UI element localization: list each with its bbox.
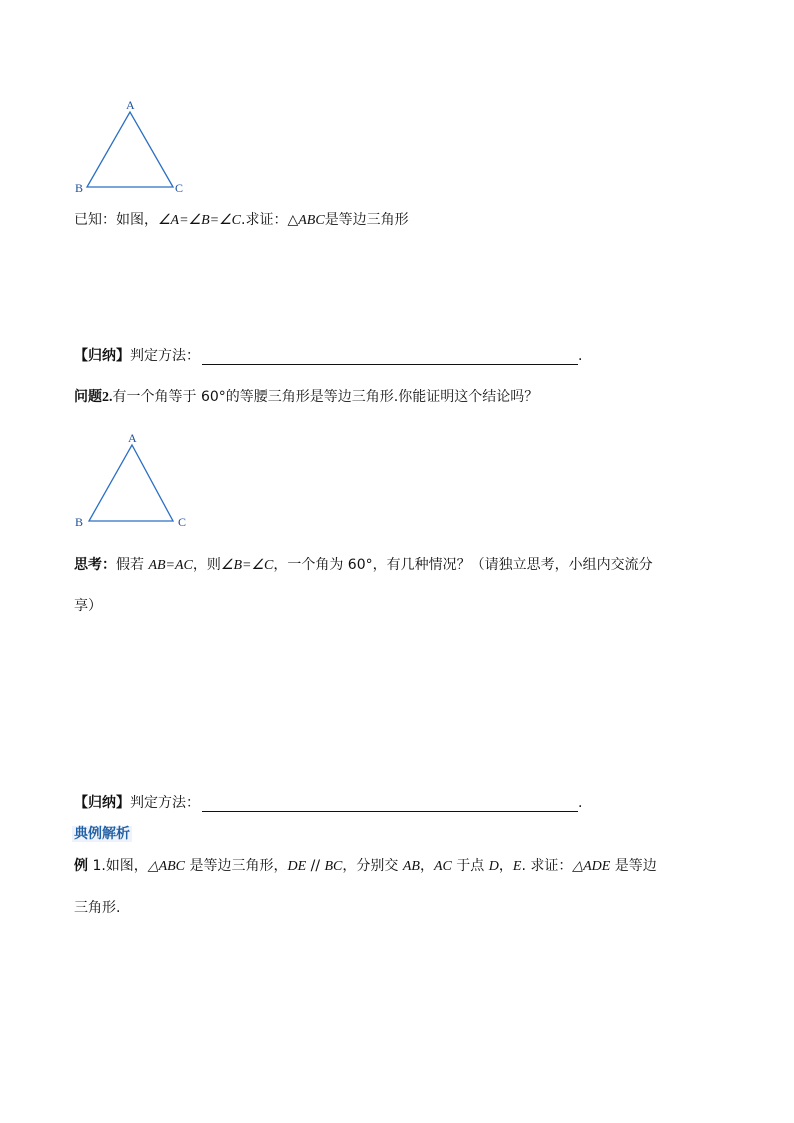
summary-2: 【归纳】判定方法： . [74,795,583,811]
vertex-label-b: B [75,515,84,529]
vertex-label-b: B [75,181,84,195]
triangle-shape [87,112,173,187]
vertex-label-c: C [175,181,184,195]
given-statement: 已知：如图，∠A=∠B=∠C.求证：△ABC是等边三角形 [74,212,409,228]
vertex-label-c: C [178,515,187,529]
think-prompt-line-2: 享） [74,598,102,614]
think-prompt: 思考：假若 AB=AC，则∠B=∠C，一个角为 60°，有几种情况？（请独立思考，小组内交流分 [74,557,653,573]
vertex-label-a: A [126,98,135,112]
summary-1: 【归纳】判定方法： . [74,348,583,364]
triangle-shape [89,445,173,521]
answer-blank[interactable] [202,797,578,812]
section-heading: 典例解析 [74,826,130,842]
question-2: 问题2.有一个角等于 60°的等腰三角形是等边三角形.你能证明这个结论吗？ [74,389,539,405]
example-1-line-2: 三角形. [74,900,121,916]
vertex-label-a: A [128,431,137,445]
triangle-figure-1 [72,96,192,200]
example-1: 例 1.如图，△ABC 是等边三角形，DE // BC，分别交 AB，AC 于点 D，E. 求证：△ADE 是等边 [74,858,657,874]
answer-blank[interactable] [202,350,578,365]
triangle-figure-2 [72,429,192,533]
